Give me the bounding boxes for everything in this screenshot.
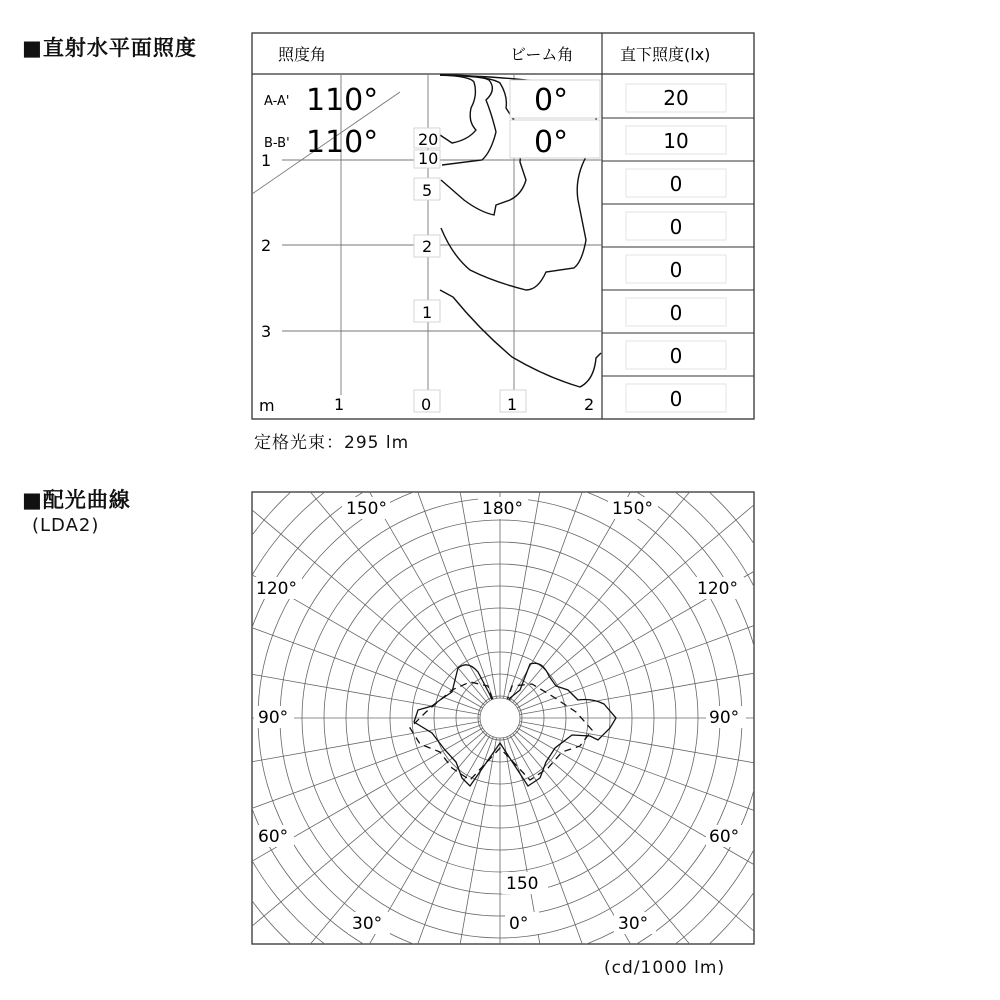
direct-value-3: 0 [669, 172, 683, 196]
row-a-label: A-A' [264, 94, 290, 109]
distribution-section-title: ■配光曲線 [22, 488, 131, 512]
contour-label-20: 20 [418, 130, 439, 149]
angle-label-60-right: 60° [709, 827, 740, 847]
angle-label-90-left: 90° [258, 708, 289, 728]
direct-value-7: 0 [669, 344, 683, 368]
angle-label-30-left: 30° [352, 914, 383, 934]
header-direct-label: 直下照度(lx) [620, 45, 711, 64]
direct-value-6: 0 [669, 301, 683, 325]
contour-label-5: 5 [422, 181, 433, 200]
contour-label-1: 1 [422, 303, 433, 322]
angle-label-30-right: 30° [618, 914, 649, 934]
direct-value-4: 0 [669, 215, 683, 239]
polar-distribution-diagram [0, 480, 1000, 1000]
angle-label-120-left: 120° [256, 579, 297, 599]
row-b-label: B-B' [264, 136, 290, 151]
distribution-unit: (cd/1000 lm) [604, 958, 726, 978]
x-tick-right-2: 2 [584, 395, 595, 414]
angle-label-150-right: 150° [612, 499, 653, 519]
scale-label-150: 150 [506, 874, 539, 894]
x-tick-left-1: 1 [334, 395, 345, 414]
direct-value-5: 0 [669, 258, 683, 282]
illuminance-diagram [0, 0, 1000, 470]
direct-value-1: 20 [663, 86, 689, 110]
isolux-curve-1 [440, 290, 601, 387]
isolux-curve-20 [440, 75, 476, 143]
isolux-curve-10 [440, 75, 496, 165]
x-tick-0: 0 [421, 395, 432, 414]
angle-label-90-right: 90° [709, 708, 740, 728]
direct-value-8: 0 [669, 387, 683, 411]
x-tick-right-1: 1 [507, 395, 518, 414]
contour-label-2: 2 [422, 237, 433, 256]
direct-value-2: 10 [663, 129, 689, 153]
angle-label-150-left: 150° [346, 499, 387, 519]
row-b-beam: 0° [534, 125, 569, 160]
header-beam-label: ビーム角 [510, 45, 574, 64]
angle-label-180: 180° [482, 499, 523, 519]
distance-label-3: 3 [261, 322, 272, 341]
header-angle-label: 照度角 [278, 45, 327, 64]
contour-label-10: 10 [418, 149, 439, 168]
row-b-angle: 110° [306, 125, 379, 160]
distance-label-1: 1 [261, 151, 272, 170]
illuminance-section-title: ■直射水平面照度 [22, 36, 197, 60]
polar-grid [0, 480, 1000, 1000]
angle-label-0: 0° [509, 914, 529, 934]
distribution-subtitle: (LDA2) [32, 515, 100, 536]
rated-flux-text: 定格光束：295 lm [254, 433, 410, 453]
distance-label-2: 2 [261, 236, 272, 255]
x-axis-unit: m [259, 396, 275, 415]
row-a-beam: 0° [534, 83, 569, 118]
angle-label-60-left: 60° [258, 827, 289, 847]
angle-label-120-right: 120° [697, 579, 738, 599]
row-a-angle: 110° [306, 83, 379, 118]
